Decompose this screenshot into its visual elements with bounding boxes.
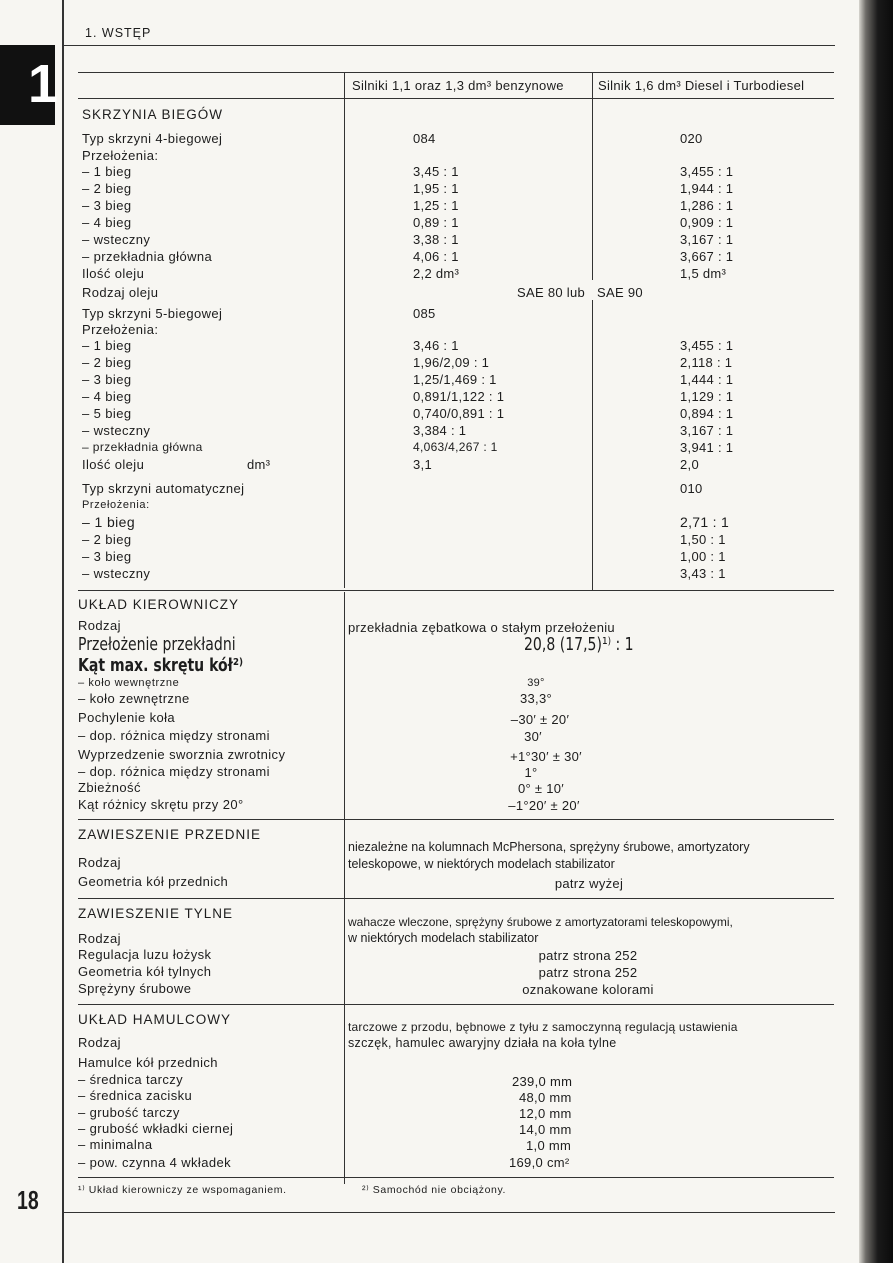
section-title-gearbox: SKRZYNIA BIEGÓW xyxy=(82,107,224,122)
automatic-row-label: – 3 bieg xyxy=(82,549,132,564)
gearbox5-row-petrol: 1,25/1,469 : 1 xyxy=(413,372,497,387)
page-number: 18 xyxy=(17,1185,39,1215)
brakes-row-value: 239,0 mm xyxy=(512,1074,573,1089)
steering-row-value: –30′ ± 20′ xyxy=(510,712,570,727)
header-rule xyxy=(62,45,835,46)
gearbox4-oil-qty-diesel: 1,5 dm³ xyxy=(680,266,727,281)
col-divider-2b xyxy=(592,300,593,590)
automatic-type-diesel: 010 xyxy=(680,481,703,496)
brakes-desc-2: szczęk, hamulec awaryjny działa na koła tylne xyxy=(348,1036,617,1050)
automatic-row-diesel: 3,43 : 1 xyxy=(680,566,726,581)
col-divider-2a xyxy=(592,72,593,280)
gearbox4-row-diesel: 3,455 : 1 xyxy=(680,164,734,179)
steering-row-label: – koło wewnętrzne xyxy=(78,677,180,689)
brakes-row-value: 14,0 mm xyxy=(519,1122,572,1137)
gearbox5-row-label: – 3 bieg xyxy=(82,372,132,387)
gearbox5-row-petrol: 0,740/0,891 : 1 xyxy=(413,406,505,421)
brakes-row-label: Rodzaj xyxy=(78,1035,121,1050)
gearbox5-oil-qty-label: Ilość oleju xyxy=(82,457,145,472)
gearbox4-oil-type-left: SAE 80 lub xyxy=(517,285,586,300)
steering-row-value: 20,8 (17,5)¹⁾ : 1 xyxy=(524,634,634,655)
automatic-type-label: Typ skrzyni automatycznej xyxy=(82,481,245,496)
brakes-row-value: 1,0 mm xyxy=(526,1138,572,1153)
chapter-tab xyxy=(0,45,59,125)
gearbox5-row-label: – 5 bieg xyxy=(82,406,132,421)
gearbox5-row-label: – przekładnia główna xyxy=(82,440,203,454)
steering-row-value: przekładnia zębatkowa o stałym przełożeniu xyxy=(348,620,615,635)
gearbox4-type-label: Typ skrzyni 4-biegowej xyxy=(82,131,223,146)
chapter-label: 1. WSTĘP xyxy=(85,26,152,40)
front-suspension-desc-1: niezależne na kolumnach McPhersona, sprężyny śrubowe, amortyzatory xyxy=(348,840,750,854)
gearbox5-oil-qty-unit: dm³ xyxy=(247,457,271,472)
steering-row-label: – dop. różnica między stronami xyxy=(78,764,270,779)
gearbox5-row-petrol: 0,891/1,122 : 1 xyxy=(413,389,505,404)
steering-row-value: 33,3° xyxy=(519,691,553,706)
gearbox4-type-diesel: 020 xyxy=(680,131,703,146)
section-title-rear-suspension: ZAWIESZENIE TYLNE xyxy=(78,906,234,921)
automatic-row-label: – 1 bieg xyxy=(82,514,136,530)
brakes-row-label: – pow. czynna 4 wkładek xyxy=(78,1155,232,1170)
gearbox4-row-label: – 4 bieg xyxy=(82,215,132,230)
brakes-row-label: – średnica zacisku xyxy=(78,1088,193,1103)
gearbox5-row-label: – 2 bieg xyxy=(82,355,132,370)
rear-suspension-row-value: patrz strona 252 xyxy=(538,948,638,963)
rear-suspension-row-value: oznakowane kolorami xyxy=(522,982,654,997)
gearbox4-row-petrol: 3,38 : 1 xyxy=(413,232,459,247)
gearbox5-oil-qty-diesel: 2,0 xyxy=(680,457,699,472)
col-header-petrol: Silniki 1,1 oraz 1,3 dm³ benzynowe xyxy=(352,78,564,93)
gearbox5-row-diesel: 3,167 : 1 xyxy=(680,423,734,438)
gearbox4-row-diesel: 1,944 : 1 xyxy=(680,181,734,196)
section-title-steering: UKŁAD KIEROWNICZY xyxy=(78,597,240,612)
rear-suspension-row-label: Rodzaj xyxy=(78,931,121,946)
gearbox4-row-label: – 1 bieg xyxy=(82,164,132,179)
steering-row-label: Pochylenie koła xyxy=(78,710,176,725)
steering-row-label: Rodzaj xyxy=(78,618,121,633)
section-rule-front xyxy=(78,819,834,820)
gearbox4-ratios-label: Przełożenia: xyxy=(82,148,159,163)
section-rule-brakes xyxy=(78,1004,834,1005)
steering-row-label: Kąt max. skrętu kół²⁾ xyxy=(78,655,244,676)
gearbox4-row-label: – wsteczny xyxy=(82,232,151,247)
gearbox4-row-petrol: 1,25 : 1 xyxy=(413,198,459,213)
front-suspension-row-label: Rodzaj xyxy=(78,855,121,870)
table-top-rule xyxy=(78,72,834,73)
gearbox4-row-diesel: 3,167 : 1 xyxy=(680,232,734,247)
steering-row-value: 30′ xyxy=(524,729,542,744)
brakes-desc-1: tarczowe z przodu, bębnowe z tyłu z samoczynną regulacją ustawienia xyxy=(348,1020,738,1034)
automatic-row-diesel: 1,50 : 1 xyxy=(680,532,726,547)
gearbox4-row-diesel: 3,667 : 1 xyxy=(680,249,734,264)
gearbox5-type-label: Typ skrzyni 5-biegowej xyxy=(82,306,223,321)
gearbox5-row-petrol: 1,96/2,09 : 1 xyxy=(413,355,490,370)
gearbox5-row-petrol: 4,063/4,267 : 1 xyxy=(413,440,498,454)
brakes-row-value: 12,0 mm xyxy=(519,1106,572,1121)
automatic-row-label: – 2 bieg xyxy=(82,532,132,547)
gearbox4-oil-type-right: SAE 90 xyxy=(597,285,643,300)
gearbox4-oil-qty-label: Ilość oleju xyxy=(82,266,145,281)
gearbox4-type-petrol: 084 xyxy=(413,131,436,146)
brakes-row-label: Hamulce kół przednich xyxy=(78,1055,218,1070)
col-divider-1 xyxy=(344,72,345,588)
rear-suspension-desc-2: w niektórych modelach stabilizator xyxy=(348,931,539,945)
steering-row-value: 39° xyxy=(527,677,545,689)
brakes-row-value: 169,0 cm² xyxy=(509,1155,570,1170)
gearbox5-ratios-label: Przełożenia: xyxy=(82,322,159,337)
gearbox5-row-diesel: 2,118 : 1 xyxy=(680,355,733,370)
automatic-row-label: – wsteczny xyxy=(82,566,151,581)
gearbox5-row-diesel: 3,455 : 1 xyxy=(680,338,734,353)
rear-suspension-row-value: patrz strona 252 xyxy=(538,965,638,980)
gearbox4-oil-qty-petrol: 2,2 dm³ xyxy=(413,266,460,281)
gearbox5-row-diesel: 3,941 : 1 xyxy=(680,440,734,455)
brakes-row-label: – grubość tarczy xyxy=(78,1105,180,1120)
steering-row-label: Zbieżność xyxy=(78,780,141,795)
gearbox5-row-diesel: 1,444 : 1 xyxy=(680,372,734,387)
gearbox5-row-diesel: 1,129 : 1 xyxy=(680,389,734,404)
table-bottom-rule xyxy=(78,1177,834,1178)
gearbox4-row-diesel: 0,909 : 1 xyxy=(680,215,734,230)
section-title-brakes: UKŁAD HAMULCOWY xyxy=(78,1012,232,1027)
brakes-row-label: – grubość wkładki ciernej xyxy=(78,1121,234,1136)
gearbox5-row-diesel: 0,894 : 1 xyxy=(680,406,734,421)
margin-rule xyxy=(62,0,64,1263)
front-suspension-row-label: Geometria kół przednich xyxy=(78,874,229,889)
rear-suspension-row-label: Regulacja luzu łożysk xyxy=(78,947,212,962)
gearbox4-row-petrol: 0,89 : 1 xyxy=(413,215,459,230)
gearbox4-row-label: – 3 bieg xyxy=(82,198,132,213)
footer-rule xyxy=(62,1212,835,1213)
automatic-row-diesel: 1,00 : 1 xyxy=(680,549,726,564)
rear-suspension-row-label: Sprężyny śrubowe xyxy=(78,981,192,996)
rear-suspension-row-label: Geometria kół tylnych xyxy=(78,964,212,979)
gearbox5-row-label: – 1 bieg xyxy=(82,338,132,353)
steering-row-label: Wyprzedzenie sworznia zwrotnicy xyxy=(78,747,286,762)
col-header-diesel: Silnik 1,6 dm³ Diesel i Turbodiesel xyxy=(598,78,805,93)
brakes-row-label: – minimalna xyxy=(78,1137,153,1152)
col-divider-1b xyxy=(344,592,345,1184)
gearbox5-oil-qty-petrol: 3,1 xyxy=(413,457,432,472)
steering-row-label: Kąt różnicy skrętu przy 20° xyxy=(78,797,244,812)
automatic-ratios-label: Przełożenia: xyxy=(82,499,150,511)
gearbox5-row-petrol: 3,384 : 1 xyxy=(413,423,467,438)
footnote-2: ²⁾ Samochód nie obciążony. xyxy=(362,1184,507,1196)
section-title-front-suspension: ZAWIESZENIE PRZEDNIE xyxy=(78,827,262,842)
footnote-1: ¹⁾ Układ kierowniczy ze wspomaganiem. xyxy=(78,1184,287,1196)
steering-row-value: +1°30′ ± 30′ xyxy=(510,749,582,764)
chapter-number: 1 xyxy=(28,54,59,114)
gearbox4-row-label: – 2 bieg xyxy=(82,181,132,196)
table-header-rule xyxy=(78,98,834,99)
brakes-row-label: – średnica tarczy xyxy=(78,1072,184,1087)
steering-row-label: – koło zewnętrzne xyxy=(78,691,190,706)
gearbox4-row-petrol: 1,95 : 1 xyxy=(413,181,459,196)
rear-suspension-desc-1: wahacze wleczone, sprężyny śrubowe z amortyzatorami teleskopowymi, xyxy=(348,915,733,929)
gearbox5-row-petrol: 3,46 : 1 xyxy=(413,338,459,353)
steering-row-label: Przełożenie przekładni xyxy=(78,634,236,655)
automatic-row-diesel: 2,71 : 1 xyxy=(680,514,730,530)
gearbox4-oil-type-label: Rodzaj oleju xyxy=(82,285,159,300)
gearbox4-row-petrol: 3,45 : 1 xyxy=(413,164,459,179)
gearbox5-row-label: – 4 bieg xyxy=(82,389,132,404)
gearbox5-type-petrol: 085 xyxy=(413,306,436,321)
steering-row-value: 0° ± 10′ xyxy=(517,781,565,796)
steering-row-value: 1° xyxy=(524,765,538,780)
steering-row-value: –1°20′ ± 20′ xyxy=(508,798,580,813)
page-shadow-edge xyxy=(859,0,893,1263)
gearbox4-row-petrol: 4,06 : 1 xyxy=(413,249,459,264)
gearbox4-row-diesel: 1,286 : 1 xyxy=(680,198,734,213)
gearbox4-row-label: – przekładnia główna xyxy=(82,249,213,264)
steering-row-label: – dop. różnica między stronami xyxy=(78,728,270,743)
front-suspension-desc-2: teleskopowe, w niektórych modelach stabilizator xyxy=(348,857,615,871)
section-rule-steering xyxy=(78,590,834,591)
brakes-row-value: 48,0 mm xyxy=(519,1090,572,1105)
gearbox5-row-label: – wsteczny xyxy=(82,423,151,438)
front-suspension-row-value: patrz wyżej xyxy=(554,876,624,891)
section-rule-rear xyxy=(78,898,834,899)
